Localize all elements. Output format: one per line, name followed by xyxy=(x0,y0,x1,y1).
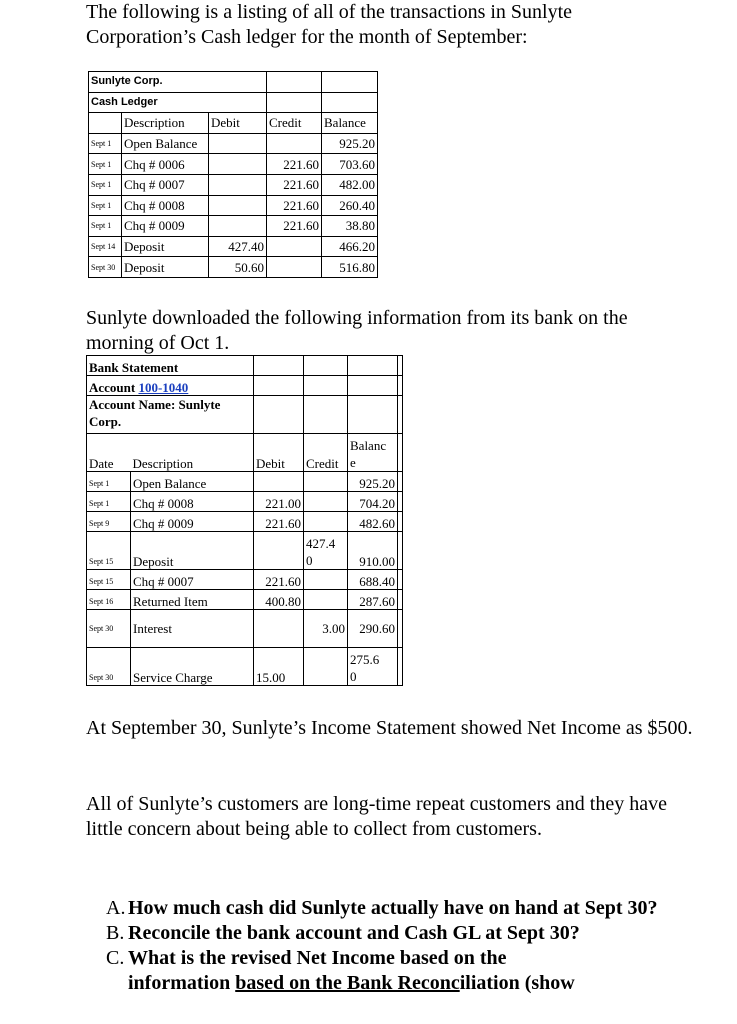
table-row xyxy=(87,610,403,648)
ledger-debit xyxy=(209,174,267,195)
bank-desc: Service Charge xyxy=(131,648,254,686)
bank-credit xyxy=(304,512,348,532)
table-row xyxy=(89,257,378,278)
question-a: A. How much cash did Sunlyte actually have on hand at Sept 30? xyxy=(106,897,658,919)
bank-balance: 910.00 xyxy=(348,532,398,570)
bank-date: Sept 30 xyxy=(87,648,131,686)
bank-date: Sept 15 xyxy=(87,532,131,570)
bank-desc: Chq # 0007 xyxy=(131,570,254,590)
ledger-balance: 466.20 xyxy=(322,236,378,257)
ledger-debit xyxy=(209,133,267,154)
bank-header-debit: Debit xyxy=(254,434,304,472)
ledger-balance: 703.60 xyxy=(322,154,378,175)
bank-debit xyxy=(254,472,304,492)
ledger-debit xyxy=(209,154,267,175)
bank-date: Sept 9 xyxy=(87,512,131,532)
bank-credit: 427.4 0 xyxy=(304,532,348,570)
questions-list xyxy=(106,896,726,996)
table-row xyxy=(89,174,378,195)
ledger-credit: 221.60 xyxy=(267,195,322,216)
ledger-desc: Chq # 0006 xyxy=(122,154,209,175)
bank-balance: 290.60 xyxy=(348,610,398,648)
bank-credit xyxy=(304,492,348,512)
bank-balance: 925.20 xyxy=(348,472,398,492)
bank-balance: 287.60 xyxy=(348,590,398,610)
bank-date: Sept 15 xyxy=(87,570,131,590)
question-b: B. Reconcile the bank account and Cash GL at Sept 30? xyxy=(106,922,580,944)
bank-credit xyxy=(304,648,348,686)
ledger-date: Sept 1 xyxy=(89,216,122,237)
table-row xyxy=(89,154,378,175)
ledger-desc: Chq # 0008 xyxy=(122,195,209,216)
bank-credit: 3.00 xyxy=(304,610,348,648)
ledger-date: Sept 14 xyxy=(89,236,122,257)
ledger-debit xyxy=(209,195,267,216)
ledger-balance: 482.00 xyxy=(322,174,378,195)
bank-header-balance: Balanc e xyxy=(348,434,398,472)
ledger-title: Cash Ledger xyxy=(89,92,209,113)
bank-debit xyxy=(254,532,304,570)
ledger-desc: Chq # 0007 xyxy=(122,174,209,195)
bank-debit: 221.60 xyxy=(254,512,304,532)
bank-credit xyxy=(304,472,348,492)
ledger-company: Sunlyte Corp. xyxy=(89,72,209,93)
ledger-balance: 38.80 xyxy=(322,216,378,237)
ledger-date: Sept 1 xyxy=(89,174,122,195)
bank-debit: 221.60 xyxy=(254,570,304,590)
bank-date: Sept 16 xyxy=(87,590,131,610)
ledger-balance: 260.40 xyxy=(322,195,378,216)
bank-account-name: Account Name: Sunlyte Corp. xyxy=(87,396,254,434)
bank-debit: 221.00 xyxy=(254,492,304,512)
table-row xyxy=(87,472,403,492)
ledger-date: Sept 30 xyxy=(89,257,122,278)
cash-ledger-table xyxy=(88,71,378,278)
bank-desc: Interest xyxy=(131,610,254,648)
customers-paragraph: All of Sunlyte’s customers are long-time repeat customers and they have little concern about being able to collect from customers. xyxy=(86,793,667,840)
table-row xyxy=(87,648,403,686)
ledger-balance: 516.80 xyxy=(322,257,378,278)
table-row xyxy=(87,512,403,532)
bank-credit xyxy=(304,590,348,610)
table-row xyxy=(87,492,403,512)
bank-balance: 482.60 xyxy=(348,512,398,532)
ledger-credit xyxy=(267,257,322,278)
bank-desc: Returned Item xyxy=(131,590,254,610)
bank-header-credit: Credit xyxy=(304,434,348,472)
ledger-date: Sept 1 xyxy=(89,154,122,175)
bank-date: Sept 30 xyxy=(87,610,131,648)
bank-header-description: Description xyxy=(131,434,254,472)
ledger-credit: 221.60 xyxy=(267,174,322,195)
ledger-credit: 221.60 xyxy=(267,216,322,237)
table-row xyxy=(89,195,378,216)
bank-header-date: Date xyxy=(87,434,131,472)
bank-desc: Chq # 0008 xyxy=(131,492,254,512)
ledger-credit: 221.60 xyxy=(267,154,322,175)
bank-date: Sept 1 xyxy=(87,472,131,492)
bank-desc: Chq # 0009 xyxy=(131,512,254,532)
table-row xyxy=(87,590,403,610)
bank-credit xyxy=(304,570,348,590)
ledger-desc: Open Balance xyxy=(122,133,209,154)
bank-desc: Open Balance xyxy=(131,472,254,492)
bank-account xyxy=(87,376,254,396)
ledger-date: Sept 1 xyxy=(89,133,122,154)
ledger-header-balance: Balance xyxy=(322,113,378,134)
ledger-debit: 50.60 xyxy=(209,257,267,278)
bank-debit xyxy=(254,610,304,648)
intro-paragraph: The following is a listing of all of the transactions in Sunlyte Corporation’s Cash ledger for the month of September: xyxy=(86,1,573,48)
bank-desc: Deposit xyxy=(131,532,254,570)
bank-balance: 275.6 0 xyxy=(348,648,398,686)
ledger-debit: 427.40 xyxy=(209,236,267,257)
ledger-desc: Chq # 0009 xyxy=(122,216,209,237)
bank-balance: 688.40 xyxy=(348,570,398,590)
bank-intro-paragraph: Sunlyte downloaded the following information from its bank on the morning of Oct 1. xyxy=(86,307,628,354)
table-row xyxy=(89,133,378,154)
ledger-header-credit: Credit xyxy=(267,113,322,134)
question-c: C. What is the revised Net Income based on the information based on the Bank Reconciliation (show xyxy=(106,947,575,994)
ledger-desc: Deposit xyxy=(122,236,209,257)
table-row xyxy=(87,532,403,570)
table-row xyxy=(89,216,378,237)
bank-balance: 704.20 xyxy=(348,492,398,512)
bank-date: Sept 1 xyxy=(87,492,131,512)
table-row xyxy=(87,570,403,590)
ledger-balance: 925.20 xyxy=(322,133,378,154)
bank-debit: 400.80 xyxy=(254,590,304,610)
ledger-desc: Deposit xyxy=(122,257,209,278)
table-row xyxy=(89,236,378,257)
ledger-credit xyxy=(267,133,322,154)
bank-account-number-link[interactable]: 100-1040 xyxy=(138,380,189,395)
ledger-header-debit: Debit xyxy=(209,113,267,134)
ledger-header-description: Description xyxy=(122,113,209,134)
bank-account-label: Account xyxy=(89,380,136,395)
ledger-date: Sept 1 xyxy=(89,195,122,216)
bank-title: Bank Statement xyxy=(87,356,254,376)
bank-statement-table xyxy=(86,355,403,686)
ledger-debit xyxy=(209,216,267,237)
ledger-credit xyxy=(267,236,322,257)
bank-debit: 15.00 xyxy=(254,648,304,686)
net-income-paragraph: At September 30, Sunlyte’s Income Statement showed Net Income as $500. xyxy=(86,717,693,739)
